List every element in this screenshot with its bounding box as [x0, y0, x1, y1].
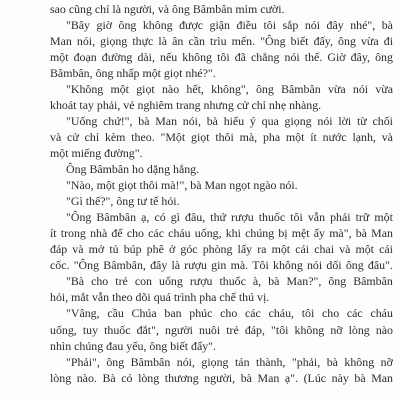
text-line: và cử chỉ kèm theo. "Một giọt thôi mà, pha một ít nước lạnh, và [50, 129, 393, 144]
text-line: "Ông Bâmbân ạ, có gì đâu, thứ rượu thuốc tôi vẫn phải trữ một [66, 210, 393, 225]
text-line: một miếng đường". [50, 145, 143, 160]
text-line: hỏi, mắt vẫn theo dõi quá trình pha chế thú vị. [50, 290, 270, 305]
text-line: đáp và mở tủ búp phê ở góc phòng lấy ra một cái chai và một cái [50, 242, 393, 257]
text-line: khoát tay phải, vẻ nghiêm trang nhưng cử chỉ nhẹ nhàng. [50, 97, 322, 112]
text-line: "Gì thế?", ông tư tế hỏi. [66, 194, 180, 209]
text-line: "Uống chứ!", bà Man nói, bà hiểu ý qua giọng nói lời từ chối [66, 113, 393, 128]
text-line: "Không một giọt nào hết, không", ông Bâmbân vừa nói vừa [66, 81, 393, 96]
text-line: "Bà cho trẻ con uống rượu thuốc à, bà Man?", ông Bâmbân [66, 274, 393, 289]
text-line: lòng nào. Bà có lòng thương người, bà Man ạ". (Lúc này bà Man [50, 370, 393, 385]
text-line: uống, tuy thuốc đắt", người nuôi trẻ đáp, "tôi không nỡ lòng nào [50, 322, 393, 337]
text-line: sao cũng chỉ là người, và ông Bâmbân mỉm cười. [50, 1, 285, 16]
text-line: ít trong nhà để cho các cháu uống, khi chúng bị mệt ấy mà", bà Man [50, 226, 393, 241]
text-line: Ông Bâmbân ho dặng hắng. [66, 162, 200, 176]
text-line: "Nào, một giọt thôi mà!", bà Man ngọt ngào nói. [66, 178, 298, 193]
text-line: một đoạn đường dài, nếu không tôi đã chẳng nói thế. Giờ đây, ông [50, 49, 393, 64]
text-line: Man nói, giọng thực là ân cần trìu mến. "Ông biết đấy, ông vừa đi [50, 33, 393, 48]
text-line: "Bây giờ ông không được giận điều tôi sắp nói đây nhé", bà [66, 17, 393, 32]
text-line: "Vâng, cầu Chúa ban phúc cho các cháu, tôi cho các cháu [66, 306, 393, 321]
text-line: nhìn chúng đau yếu, ông biết đấy". [50, 338, 217, 353]
text-line: "Phải", ông Bâmbân nói, giọng tán thành, "phải, bà không nỡ [66, 354, 393, 369]
text-line: cốc. "Ông Bâmbân, đây là rượu gin mà. Tôi không nói dối ông đâu". [50, 258, 393, 273]
text-line: Bâmbân, ông nhấp một giọt nhé?". [50, 65, 216, 80]
